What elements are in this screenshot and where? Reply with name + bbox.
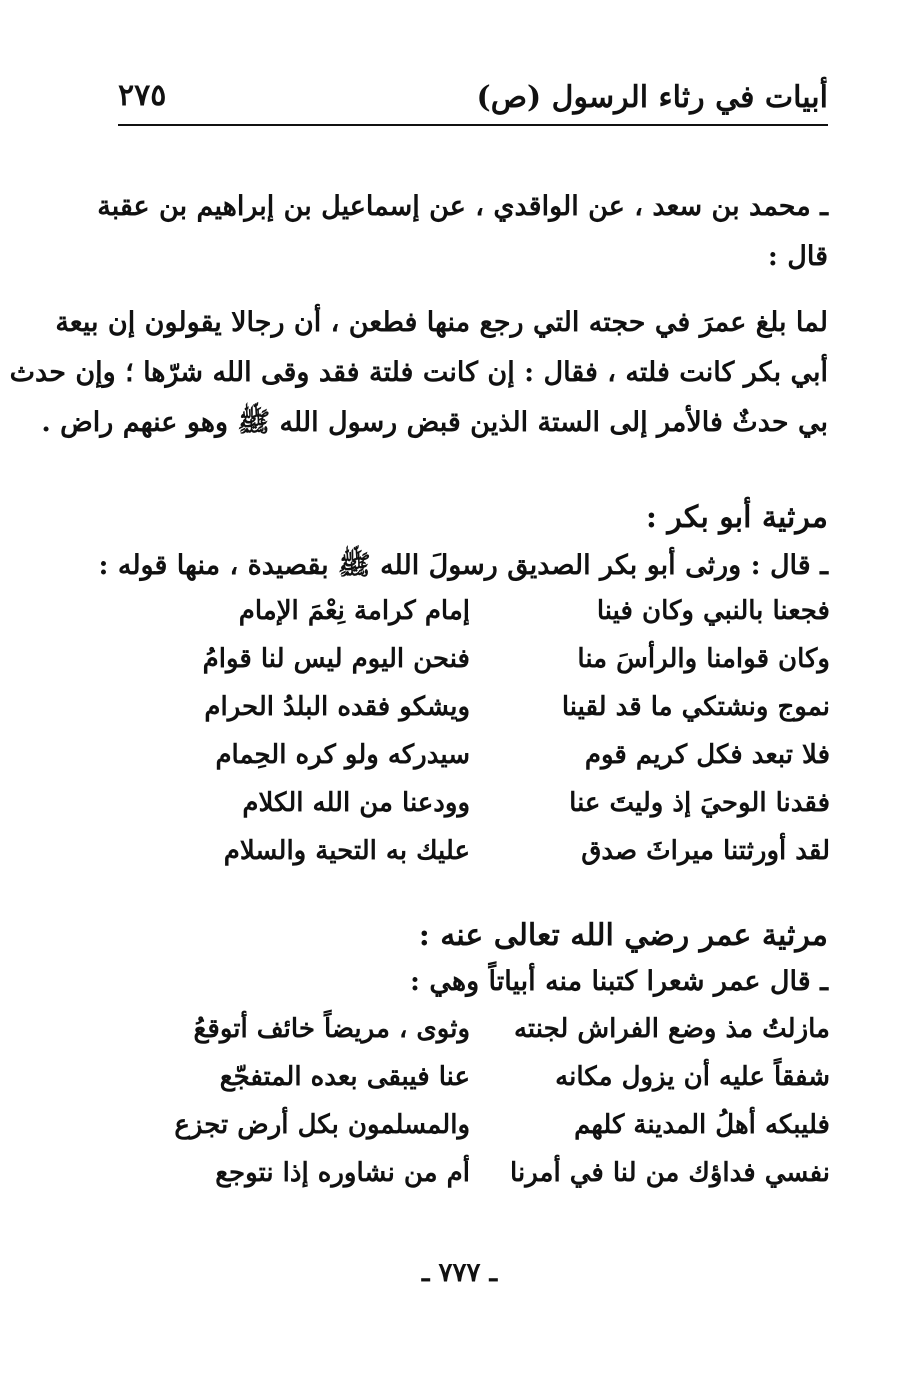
verse-second-hemistich: فنحن اليوم ليس لنا قوامُ — [202, 644, 470, 674]
running-title: أبيات في رثاء الرسول (ص) — [476, 80, 828, 115]
text-line: لما بلغ عمرَ في حجته التي رجع منها فطعن ، أن رجالا يقولون إن بيعة — [55, 307, 828, 338]
isnad-paragraph — [97, 182, 828, 282]
section-heading-abu-bakr: مرثية أبو بكر : — [645, 500, 828, 535]
text-line: بي حدثٌ فالأمر إلى الستة الذين قبض رسول الله ﷺ وهو عنهم راض . — [41, 407, 828, 438]
text-line: ـ محمد بن سعد ، عن الواقدي ، عن إسماعيل بن إبراهيم بن عقبة — [97, 191, 828, 222]
poem-verse — [140, 688, 830, 736]
verse-first-hemistich: فليبكه أهلُ المدينة كلهم — [574, 1110, 830, 1140]
poem-umar — [140, 1010, 830, 1202]
poem-verse — [140, 592, 830, 640]
section-heading-umar: مرثية عمر رضي الله تعالى عنه : — [418, 918, 828, 953]
verse-first-hemistich: مازلتُ مذ وضع الفراش لجنته — [513, 1014, 830, 1044]
verse-first-hemistich: فلا تبعد فكل كريم قوم — [584, 740, 830, 770]
poem-verse — [140, 1058, 830, 1106]
page-header — [118, 72, 828, 126]
poem-verse — [140, 1154, 830, 1202]
verse-first-hemistich: شفقاً عليه أن يزول مكانه — [555, 1062, 830, 1092]
verse-first-hemistich: نفسي فداؤك من لنا في أمرنا — [510, 1158, 830, 1188]
footer-page-number: ـ ٧٧٧ ـ — [421, 1258, 498, 1288]
text-line: أبي بكر كانت فلته ، فقال : إن كانت فلتة فقد وقى الله شرّها ؛ وإن حدث — [9, 357, 828, 388]
verse-first-hemistich: فجعنا بالنبي وكان فينا — [596, 596, 830, 626]
poem-verse — [140, 1010, 830, 1058]
verse-second-hemistich: عنا فيبقى بعده المتفجّع — [219, 1062, 470, 1092]
verse-second-hemistich: أم من نشاوره إذا نتوجع — [215, 1158, 470, 1188]
verse-second-hemistich: وودعنا من الله الكلام — [242, 788, 470, 818]
narration-paragraph — [9, 298, 828, 448]
section-intro-umar: ـ قال عمر شعرا كتبنا منه أبياتاً وهي : — [409, 966, 828, 997]
poem-verse — [140, 640, 830, 688]
text-line: قال : — [767, 241, 828, 272]
verse-first-hemistich: نموج ونشتكي ما قد لقينا — [561, 692, 830, 722]
verse-first-hemistich: لقد أورثتنا ميراثَ صدق — [581, 836, 830, 866]
poem-verse — [140, 736, 830, 784]
section-intro-abu-bakr: ـ قال : ورثى أبو بكر الصديق رسولَ الله ﷺ بقصيدة ، منها قوله : — [98, 550, 828, 581]
poem-verse — [140, 784, 830, 832]
verse-second-hemistich: سيدركه ولو كره الحِمام — [215, 740, 470, 770]
verse-first-hemistich: وكان قوامنا والرأسَ منا — [577, 644, 830, 674]
poem-verse — [140, 832, 830, 880]
poem-abu-bakr — [140, 592, 830, 880]
header-page-number: ٢٧٥ — [118, 78, 167, 113]
poem-verse — [140, 1106, 830, 1154]
verse-second-hemistich: عليك به التحية والسلام — [223, 836, 470, 866]
verse-second-hemistich: والمسلمون بكل أرض تجزع — [174, 1110, 470, 1140]
verse-first-hemistich: فقدنا الوحيَ إذ وليتَ عنا — [569, 788, 830, 818]
verse-second-hemistich: ويشكو فقده البلدُ الحرام — [204, 692, 470, 722]
verse-second-hemistich: إمام كرامة نِعْمَ الإمام — [238, 596, 470, 626]
verse-second-hemistich: وثوى ، مريضاً خائف أتوقعُ — [193, 1014, 470, 1044]
